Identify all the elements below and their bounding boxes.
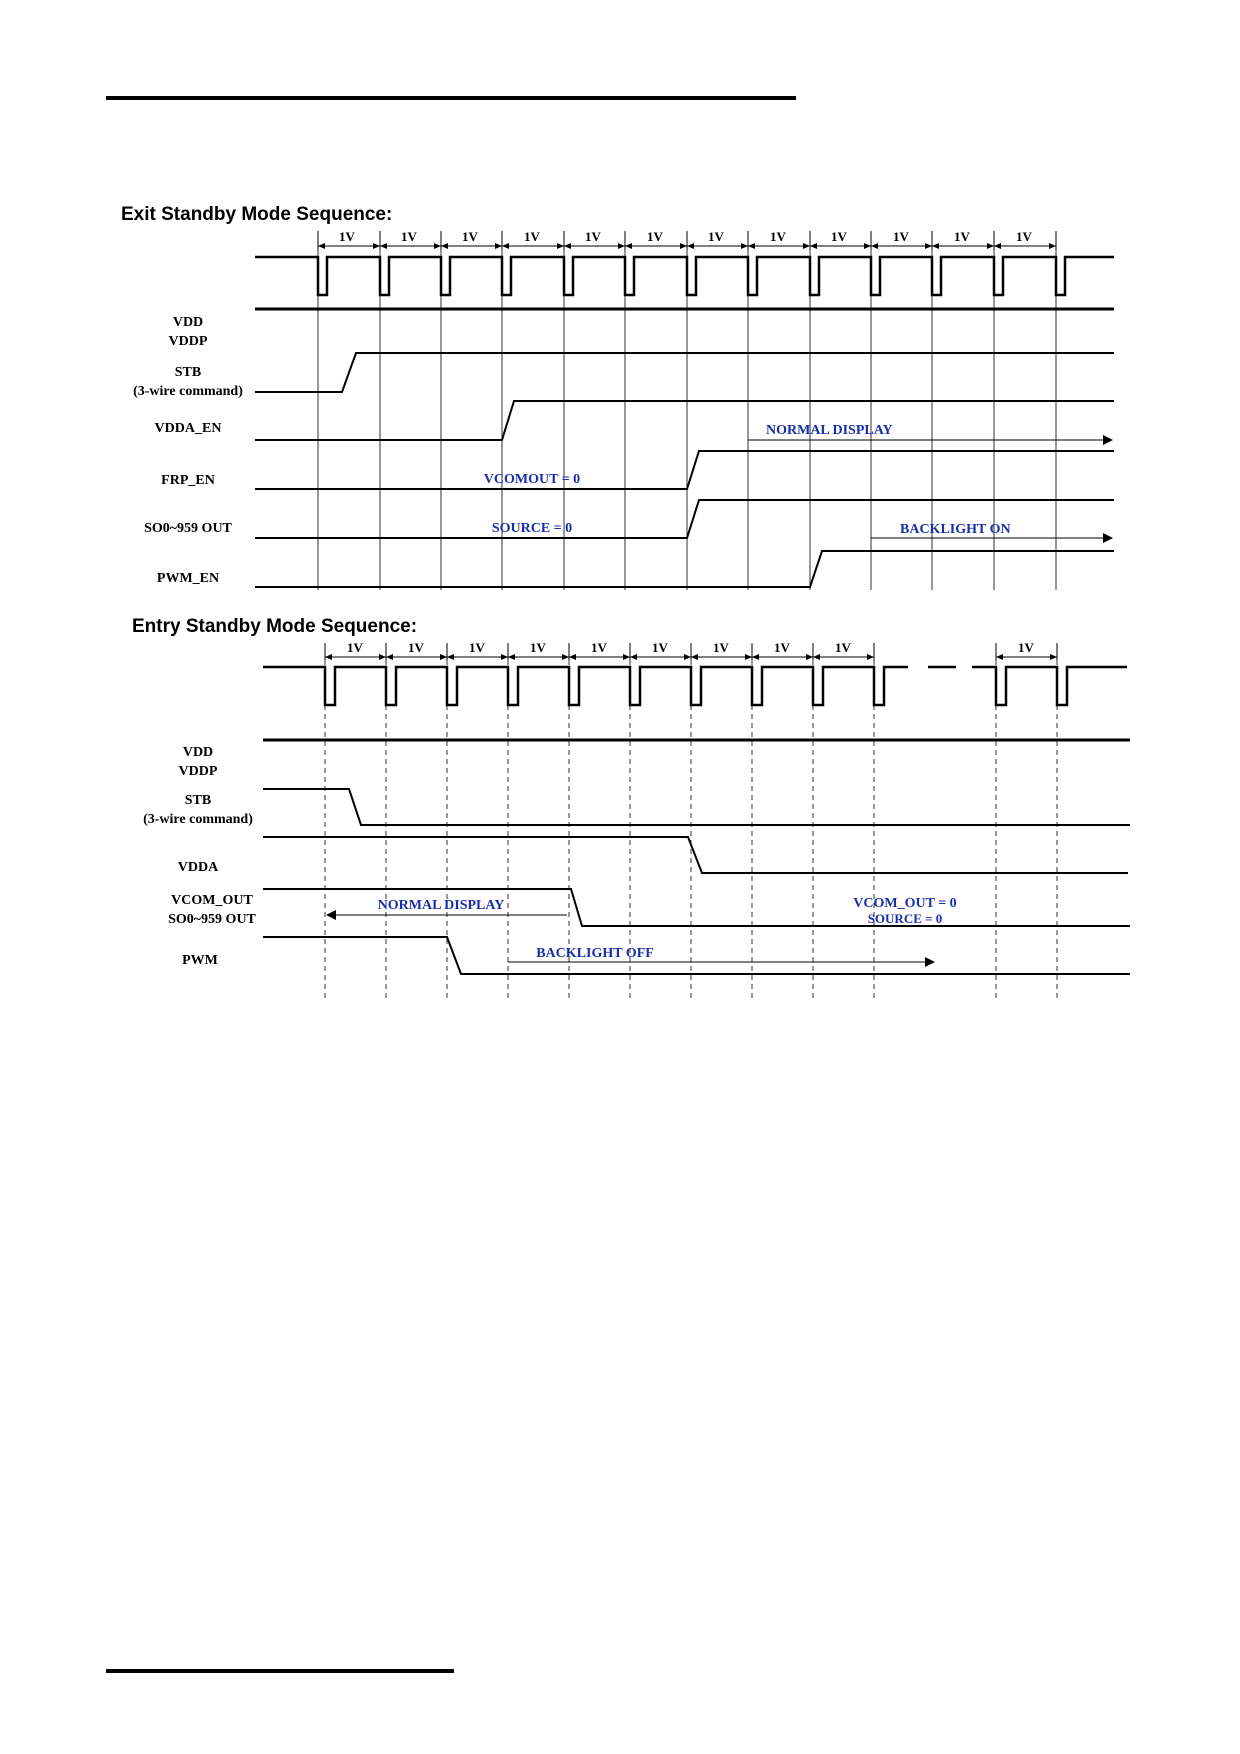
exit-period-label: 1V [339, 229, 355, 244]
entry-period-label: 1V [835, 640, 851, 655]
entry-stb-waveform [263, 789, 1130, 825]
exit-period-label: 1V [524, 229, 540, 244]
exit-period-label: 1V [770, 229, 786, 244]
exit-period-label: 1V [708, 229, 724, 244]
exit-so-out-label: SO0~959 OUT [144, 521, 232, 536]
entry-vcom-out0-note: VCOM_OUT = 0 [853, 896, 957, 911]
entry-sequence-title: Entry Standby Mode Sequence: [132, 616, 418, 637]
entry-standby-sequence [132, 616, 1130, 998]
exit-backlight-on-note: BACKLIGHT ON [900, 522, 1011, 537]
exit-stb-sub-label: (3-wire command) [133, 384, 243, 399]
entry-pwm-label: PWM [182, 953, 218, 968]
exit-vdda-en-label: VDDA_EN [154, 421, 222, 436]
exit-stb-waveform [255, 353, 1114, 392]
exit-period-label: 1V [647, 229, 663, 244]
exit-period-label: 1V [831, 229, 847, 244]
exit-sequence-title: Exit Standby Mode Sequence: [121, 204, 393, 225]
entry-pwm-waveform [263, 937, 1130, 974]
entry-period-label: 1V [347, 640, 363, 655]
exit-pwm-en-waveform [255, 551, 1114, 587]
exit-source-note: SOURCE = 0 [491, 521, 573, 536]
exit-period-label: 1V [585, 229, 601, 244]
exit-period-labels [339, 229, 1033, 244]
exit-vcomout-note: VCOMOUT = 0 [483, 472, 581, 487]
entry-period-label: 1V [713, 640, 729, 655]
entry-grid-lines [325, 660, 1057, 998]
exit-period-label: 1V [893, 229, 909, 244]
exit-period-label: 1V [954, 229, 970, 244]
entry-vcom-out-label: VCOM_OUT [171, 893, 253, 908]
entry-backlight-off-note: BACKLIGHT OFF [536, 946, 654, 961]
entry-period-label: 1V [530, 640, 546, 655]
exit-period-arrows [318, 231, 1056, 250]
exit-stb-label: STB [174, 365, 202, 380]
exit-standby-sequence [121, 204, 1114, 590]
entry-stb-sub-label: (3-wire command) [143, 812, 253, 827]
entry-vdd-label: VDD [182, 745, 214, 760]
entry-period-label: 1V [774, 640, 790, 655]
entry-period-arrows [325, 643, 1057, 660]
entry-source-note: SOURCE = 0 [867, 911, 943, 926]
entry-period-label: 1V [469, 640, 485, 655]
exit-vddp-label: VDDP [168, 334, 208, 349]
entry-period-label: 1V [1018, 640, 1034, 655]
entry-period-label: 1V [652, 640, 668, 655]
entry-normal-display-note: NORMAL DISPLAY [377, 898, 505, 913]
entry-vsync-waveform [263, 667, 1127, 705]
entry-period-label: 1V [591, 640, 607, 655]
exit-vdda-en-waveform [255, 401, 1114, 440]
exit-frp-en-label: FRP_EN [161, 473, 215, 488]
exit-vdd-label: VDD [172, 315, 204, 330]
entry-vdda-label: VDDA [177, 860, 219, 875]
entry-vdda-waveform [263, 837, 1128, 873]
entry-so-out-label: SO0~959 OUT [168, 912, 256, 927]
entry-vddp-label: VDDP [178, 764, 218, 779]
exit-period-label: 1V [1016, 229, 1032, 244]
entry-period-label: 1V [408, 640, 424, 655]
exit-period-label: 1V [401, 229, 417, 244]
exit-period-label: 1V [462, 229, 478, 244]
entry-stb-label: STB [184, 793, 212, 808]
exit-vsync-waveform [255, 257, 1114, 295]
exit-pwm-en-label: PWM_EN [156, 571, 220, 586]
exit-normal-display-note: NORMAL DISPLAY [766, 423, 893, 438]
exit-frp-en-waveform [255, 451, 1114, 489]
